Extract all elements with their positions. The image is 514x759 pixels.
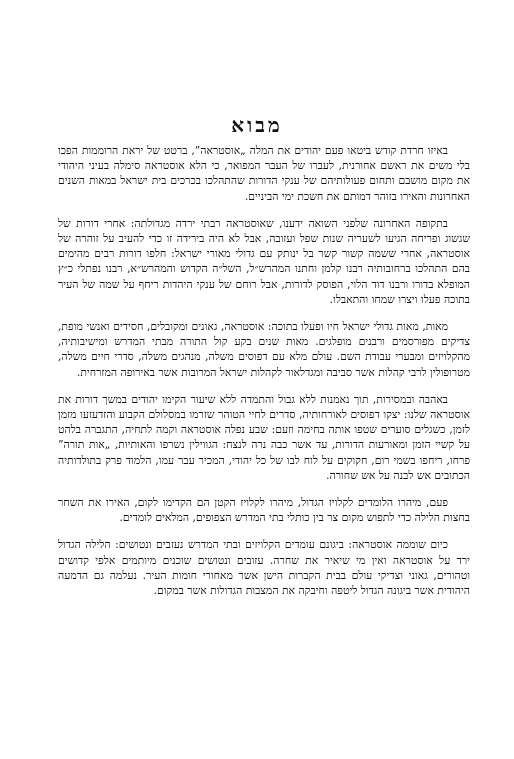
paragraph-4: באהבה ובמסירות, תוך נאמנות ללא גבול והתמדה ללא שיעור הקימו יהודים במשך דורות את אוסטראה שלנו: יצקו דפוסים לאורחותיה, סדרים לחיי הטוהר שזרמו במסלולם הקבוע והזדעזעו מזמן לזמן, כשגלים סוערים שטפו אותה בחימה וזעם: שבע נפלה אוסטראה וקמה לתחיה, התגברה בלהט על קשיי הזמן ומאורעות הדורות, עד אשר כבה נרה לנצח: הגווילין נשרפו והאותיות, „אות תורה” פרחו, ריחפו בשמי רום, חקוקים על לוח לבו של כל יהודי, המכיר עבר עמו, הלמוד פרק בתולדותיה הכתובים אש לבנה על אש שחורה. bbox=[58, 392, 470, 482]
paragraph-2: בתקופה האחרונה שלפני השואה ידענו, שאוסטראה רבתי ירדה מגדולתה: אחרי דורות של שגשוג ופריחה הגיעו לשעריה שנות שפל ועזובה, אבל לא היה בירידה זו כדי להעיב על זוהרה של אוסטראה, אחרי ששמה קשור קשר בל ינותק עם גדולי מאורי ישראל: חלפו דורות רבים מהימים בהם התהלכו ברחובותיה רבנו קלמן וחתנו המהרש״ל, השל״ה הקדוש והמהרש״א, רבנו נפתלי כ״ץ המופלא בדורו ורבנו דוד הלוי, הפוסק לדורות, אבל רוחם של ענקי היהדות ריחף על שמה של העיר בתוכה פעלו ויצרו שמחו והתאבלו. bbox=[58, 216, 470, 306]
paragraph-1: באיזו חרדת קודש ביטאו פעם יהודים את המלה „אוסטראה”, ברטט של יראת הרוממות הפכו בלי משים את ראשם אחורנית, לעברו של העבר המפואר, כי הלא אוסטראה סימלה בעיני היהודי את מקום מושבם ותחום פעולותיהם של ענקי הדורות שהתהלכו בכרכים בית ישראל במאות השנים האחרונות והאירו בזוהר דמותם את חשכת ימי הביניים. bbox=[58, 144, 470, 203]
page-title: מבוא bbox=[231, 113, 283, 137]
paragraph-5: פעם, מיהרו הלומדים לקלויז הגדול, מיהרו לקלויז הקטן הם הקדימו לקום, האירו את השחר בחצות הלילה כדי לתפוש מקום צר בין כותלי בתי המדרש הצפופים, המלאים לומדים. bbox=[58, 496, 470, 525]
paragraph-3: מאות, מאות גדולי ישראל חיו ופעלו בתוכה: אוסטראה, גאונים ומקובלים, חסידים ואנשי מופת, צדיקים מפורסמים ורבנים מופלגים. מאות שנים בקע קול התורה מבתי המדרש ומישיבותיה, מהקלויזים ומבערי עבודת השם. עולם מלא עם דפוסים משלה, מנהגים משלה, סדרי חיים משלה, מטרופולין לרבי קהלות אשר סביבה ומגדלאור לקהלות ישראל המרובות אשר באירופה המזרחית. bbox=[58, 320, 470, 379]
paragraph-6: כיום שוממה אוסטראה: ביגונם עומדים הקלויזים ובתי המדרש נעזבים ונטושים: הלילה הגדול ירד על אוסטראה ואין מי שיאיר את שחרה. עזובים ונטושים שוכנים מיותמים אלפי קדושים וטהורים, גאוני וצדיקי עולם בבית הקברות הישן אשר מאחורי חומות העיר. נעלמה גם הדמעה היהודית אשר ביגונה הגדול ליטפה וחיבקה את המצבות הגדולות אשר במקום. bbox=[58, 538, 470, 598]
body-text bbox=[58, 143, 470, 610]
